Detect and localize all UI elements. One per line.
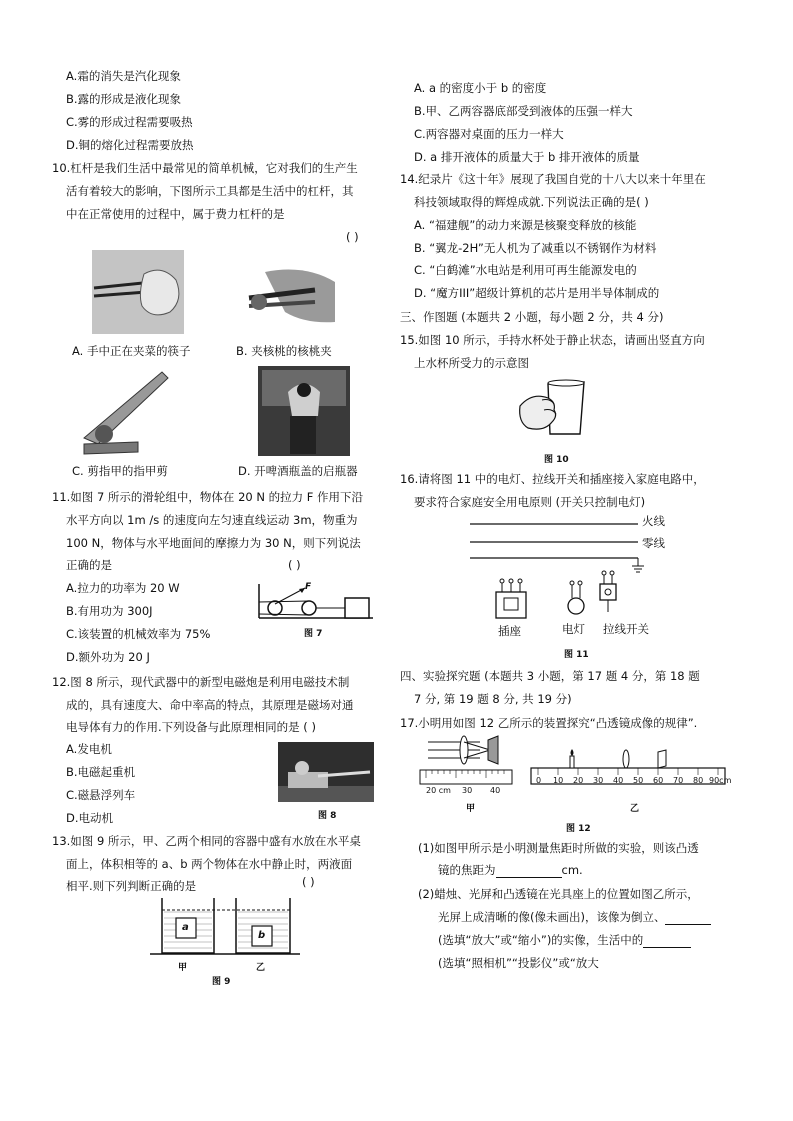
ruler-b-label-70: 70 [673, 776, 684, 785]
q17-sub2-line4: (选填“照相机”“投影仪”或“放大 [438, 956, 599, 970]
ruler-a-label-20: 20 cm [426, 786, 451, 795]
q14-stem-line1: 14.纪录片《这十年》展现了我国自党的十八大以来十年里在 [400, 172, 706, 186]
ruler-b-label-80: 80 [693, 776, 704, 785]
lamp-label: 电灯 [562, 622, 585, 636]
q17-sub1-line2 [438, 862, 583, 878]
bottle-opener-photo [258, 366, 350, 456]
q10-stem-line2: 活有着较大的影响，下图所示工具都是生活中的杠杆，其 [66, 184, 354, 198]
q14-option-b: B. “翼龙-2H”无人机为了减重以不锈钢作为材料 [414, 241, 657, 255]
q17-sub2-text2: (选填“放大”或“缩小”)的实像，生活中的 [438, 933, 644, 947]
chopsticks-photo [92, 250, 184, 334]
q17-sub2-text: 光屏上成清晰的像(像未画出)，该像为倒立、 [438, 910, 666, 924]
q11-stem-line3: 100 N，物体与水平地面间的摩擦力为 30 N，则下列说法 [66, 536, 361, 550]
container-jia-label: 甲 [178, 963, 188, 973]
focal-length-blank[interactable] [496, 865, 562, 878]
section-3-title: 三、作图题 (本题共 2 小题，每小题 2 分，共 4 分) [400, 310, 664, 324]
section-4-title-line2: 7 分, 第 19 题 8 分, 共 19 分) [414, 692, 572, 706]
containers-diagram [150, 896, 300, 958]
figure-12-jia-label: 甲 [466, 804, 476, 814]
q10-stem-line3: 中在正常使用的过程中，属于费力杠杆的是 [66, 207, 285, 221]
q13-option-c: C.两容器对桌面的压力一样大 [414, 127, 564, 141]
q10-stem-line1: 10.杠杆是我们生活中最常见的简单机械，它对我们的生产生 [52, 161, 358, 175]
object-a-label: a [182, 922, 189, 933]
figure-12-caption: 图 12 [566, 824, 591, 834]
q17-sub2-line1: (2)蜡烛、光屏和凸透镜在光具座上的位置如图乙所示， [418, 887, 699, 901]
socket-label: 插座 [498, 624, 521, 638]
pulley-diagram [255, 582, 375, 622]
application-blank[interactable] [643, 935, 691, 948]
q12-stem-line1: 12.图 8 所示，现代武器中的新型电磁炮是利用电磁技术制 [52, 675, 350, 689]
q11-answer-paren: ( ) [288, 558, 301, 572]
q9-option-b: B.露的形成是液化现象 [66, 92, 182, 106]
q11-option-b: B.有用功为 300J [66, 604, 153, 618]
ruler-b-label-0: 0 [536, 776, 542, 785]
figure-11-caption: 图 11 [564, 650, 589, 660]
q13-stem-line1: 13.如图 9 所示，甲、乙两个相同的容器中盛有水放在水平桌 [52, 834, 361, 848]
force-label: F [305, 582, 312, 592]
q17-sub2-line3 [438, 932, 691, 948]
q15-stem-line1: 15.如图 10 所示，手持水杯处于静止状态，请画出竖直方向 [400, 333, 705, 347]
ruler-a-label-30: 30 [462, 786, 473, 795]
q12-option-a: A.发电机 [66, 742, 112, 756]
q17-sub1-text: 镜的焦距为 [438, 863, 496, 877]
q13-option-a: A. a 的密度小于 b 的密度 [414, 81, 547, 95]
image-nature-blank[interactable] [665, 912, 711, 925]
q10-caption-c: C. 剪指甲的指甲剪 [72, 464, 168, 478]
neutral-wire-label: 零线 [642, 536, 665, 550]
nail-clipper-photo [78, 368, 170, 458]
q14-option-a: A. “福建舰”的动力来源是核聚变释放的核能 [414, 218, 637, 232]
ruler-b-label-90: 90cm [709, 776, 732, 785]
q9-option-a: A.霜的消失是汽化现象 [66, 69, 181, 83]
q14-stem-line2: 科技领域取得的辉煌成就.下列说法正确的是( ) [414, 195, 649, 209]
q12-option-d: D.电动机 [66, 811, 114, 825]
q11-stem-line4: 正确的是 [66, 558, 112, 572]
figure-12-yi-label: 乙 [630, 804, 640, 814]
hand-cup-drawing [518, 376, 588, 438]
figure-7-caption: 图 7 [304, 629, 323, 639]
q14-option-c: C. “白鹤滩”水电站是利用可再生能源发电的 [414, 263, 637, 277]
q10-answer-paren: ( ) [346, 230, 359, 244]
ruler-b-label-20: 20 [573, 776, 584, 785]
section-4-title-line1: 四、实验探究题 (本题共 3 小题，第 17 题 4 分，第 18 题 [400, 669, 700, 683]
q13-answer-paren: ( ) [302, 875, 315, 889]
q11-option-a: A.拉力的功率为 20 W [66, 581, 180, 595]
q10-caption-d: D. 开啤酒瓶盖的启瓶器 [238, 464, 358, 478]
q16-stem-line1: 16.请将图 11 中的电灯、拉线开关和插座接入家庭电路中， [400, 472, 705, 486]
q11-option-c: C.该装置的机械效率为 75% [66, 627, 211, 641]
object-b-label: b [258, 930, 266, 941]
figure-10-caption: 图 10 [544, 455, 569, 465]
q17-sub1-unit: cm. [561, 863, 583, 877]
ruler-b-label-60: 60 [653, 776, 664, 785]
q11-option-d: D.额外功为 20 J [66, 650, 150, 664]
ruler-b-label-10: 10 [553, 776, 564, 785]
nutcracker-photo [245, 262, 337, 326]
figure-9-caption: 图 9 [212, 977, 231, 987]
ruler-a-label-40: 40 [490, 786, 501, 795]
ruler-b-label-40: 40 [613, 776, 624, 785]
container-yi-label: 乙 [256, 963, 266, 973]
ruler-b-labels [533, 776, 732, 788]
q17-sub2-line2 [438, 909, 711, 925]
q13-option-d: D. a 排开液体的质量大于 b 排开液体的质量 [414, 150, 640, 164]
q11-stem-line1: 11.如图 7 所示的滑轮组中，物体在 20 N 的拉力 F 作用下沿 [52, 490, 364, 504]
q9-option-c: C.雾的形成过程需要吸热 [66, 115, 193, 129]
q12-stem-line2: 成的，具有速度大、命中率高的特点，其原理是磁场对通 [66, 698, 354, 712]
q11-stem-line2: 水平方向以 1m /s 的速度向左匀速直线运动 3m，物重为 [66, 513, 358, 527]
q10-caption-b: B. 夹核桃的核桃夹 [236, 344, 332, 358]
q17-sub1-line1: (1)如图甲所示是小明测量焦距时所做的实验，则该凸透 [418, 841, 699, 855]
q12-option-b: B.电磁起重机 [66, 765, 136, 779]
live-wire-label: 火线 [642, 514, 665, 528]
ruler-b-label-30: 30 [593, 776, 604, 785]
circuit-diagram [470, 512, 650, 622]
q15-stem-line2: 上水杯所受力的示意图 [414, 356, 529, 370]
q17-stem-line1: 17.小明用如图 12 乙所示的装置探究“凸透镜成像的规律”. [400, 716, 698, 730]
q12-option-c: C.磁悬浮列车 [66, 788, 136, 802]
q13-option-b: B.甲、乙两容器底部受到液体的压强一样大 [414, 104, 633, 118]
ruler-b-label-50: 50 [633, 776, 644, 785]
q14-option-d: D. “魔方III”超级计算机的芯片是用半导体制成的 [414, 286, 660, 300]
pull-switch-label: 拉线开关 [603, 622, 649, 636]
q10-caption-a: A. 手中正在夹菜的筷子 [72, 344, 191, 358]
q13-stem-line3: 相平.则下列判断正确的是 [66, 879, 197, 893]
q9-option-d: D.铜的熔化过程需要放热 [66, 138, 194, 152]
q12-stem-line3: 电导体有力的作用.下列设备与此原理相同的是 ( ) [66, 720, 316, 734]
q16-stem-line2: 要求符合家庭安全用电原则 (开关只控制电灯) [414, 495, 646, 509]
q13-stem-line2: 面上，体积相等的 a、b 两个物体在水中静止时，两液面 [66, 857, 353, 871]
figure-8-caption: 图 8 [318, 811, 337, 821]
railgun-photo [278, 742, 374, 802]
